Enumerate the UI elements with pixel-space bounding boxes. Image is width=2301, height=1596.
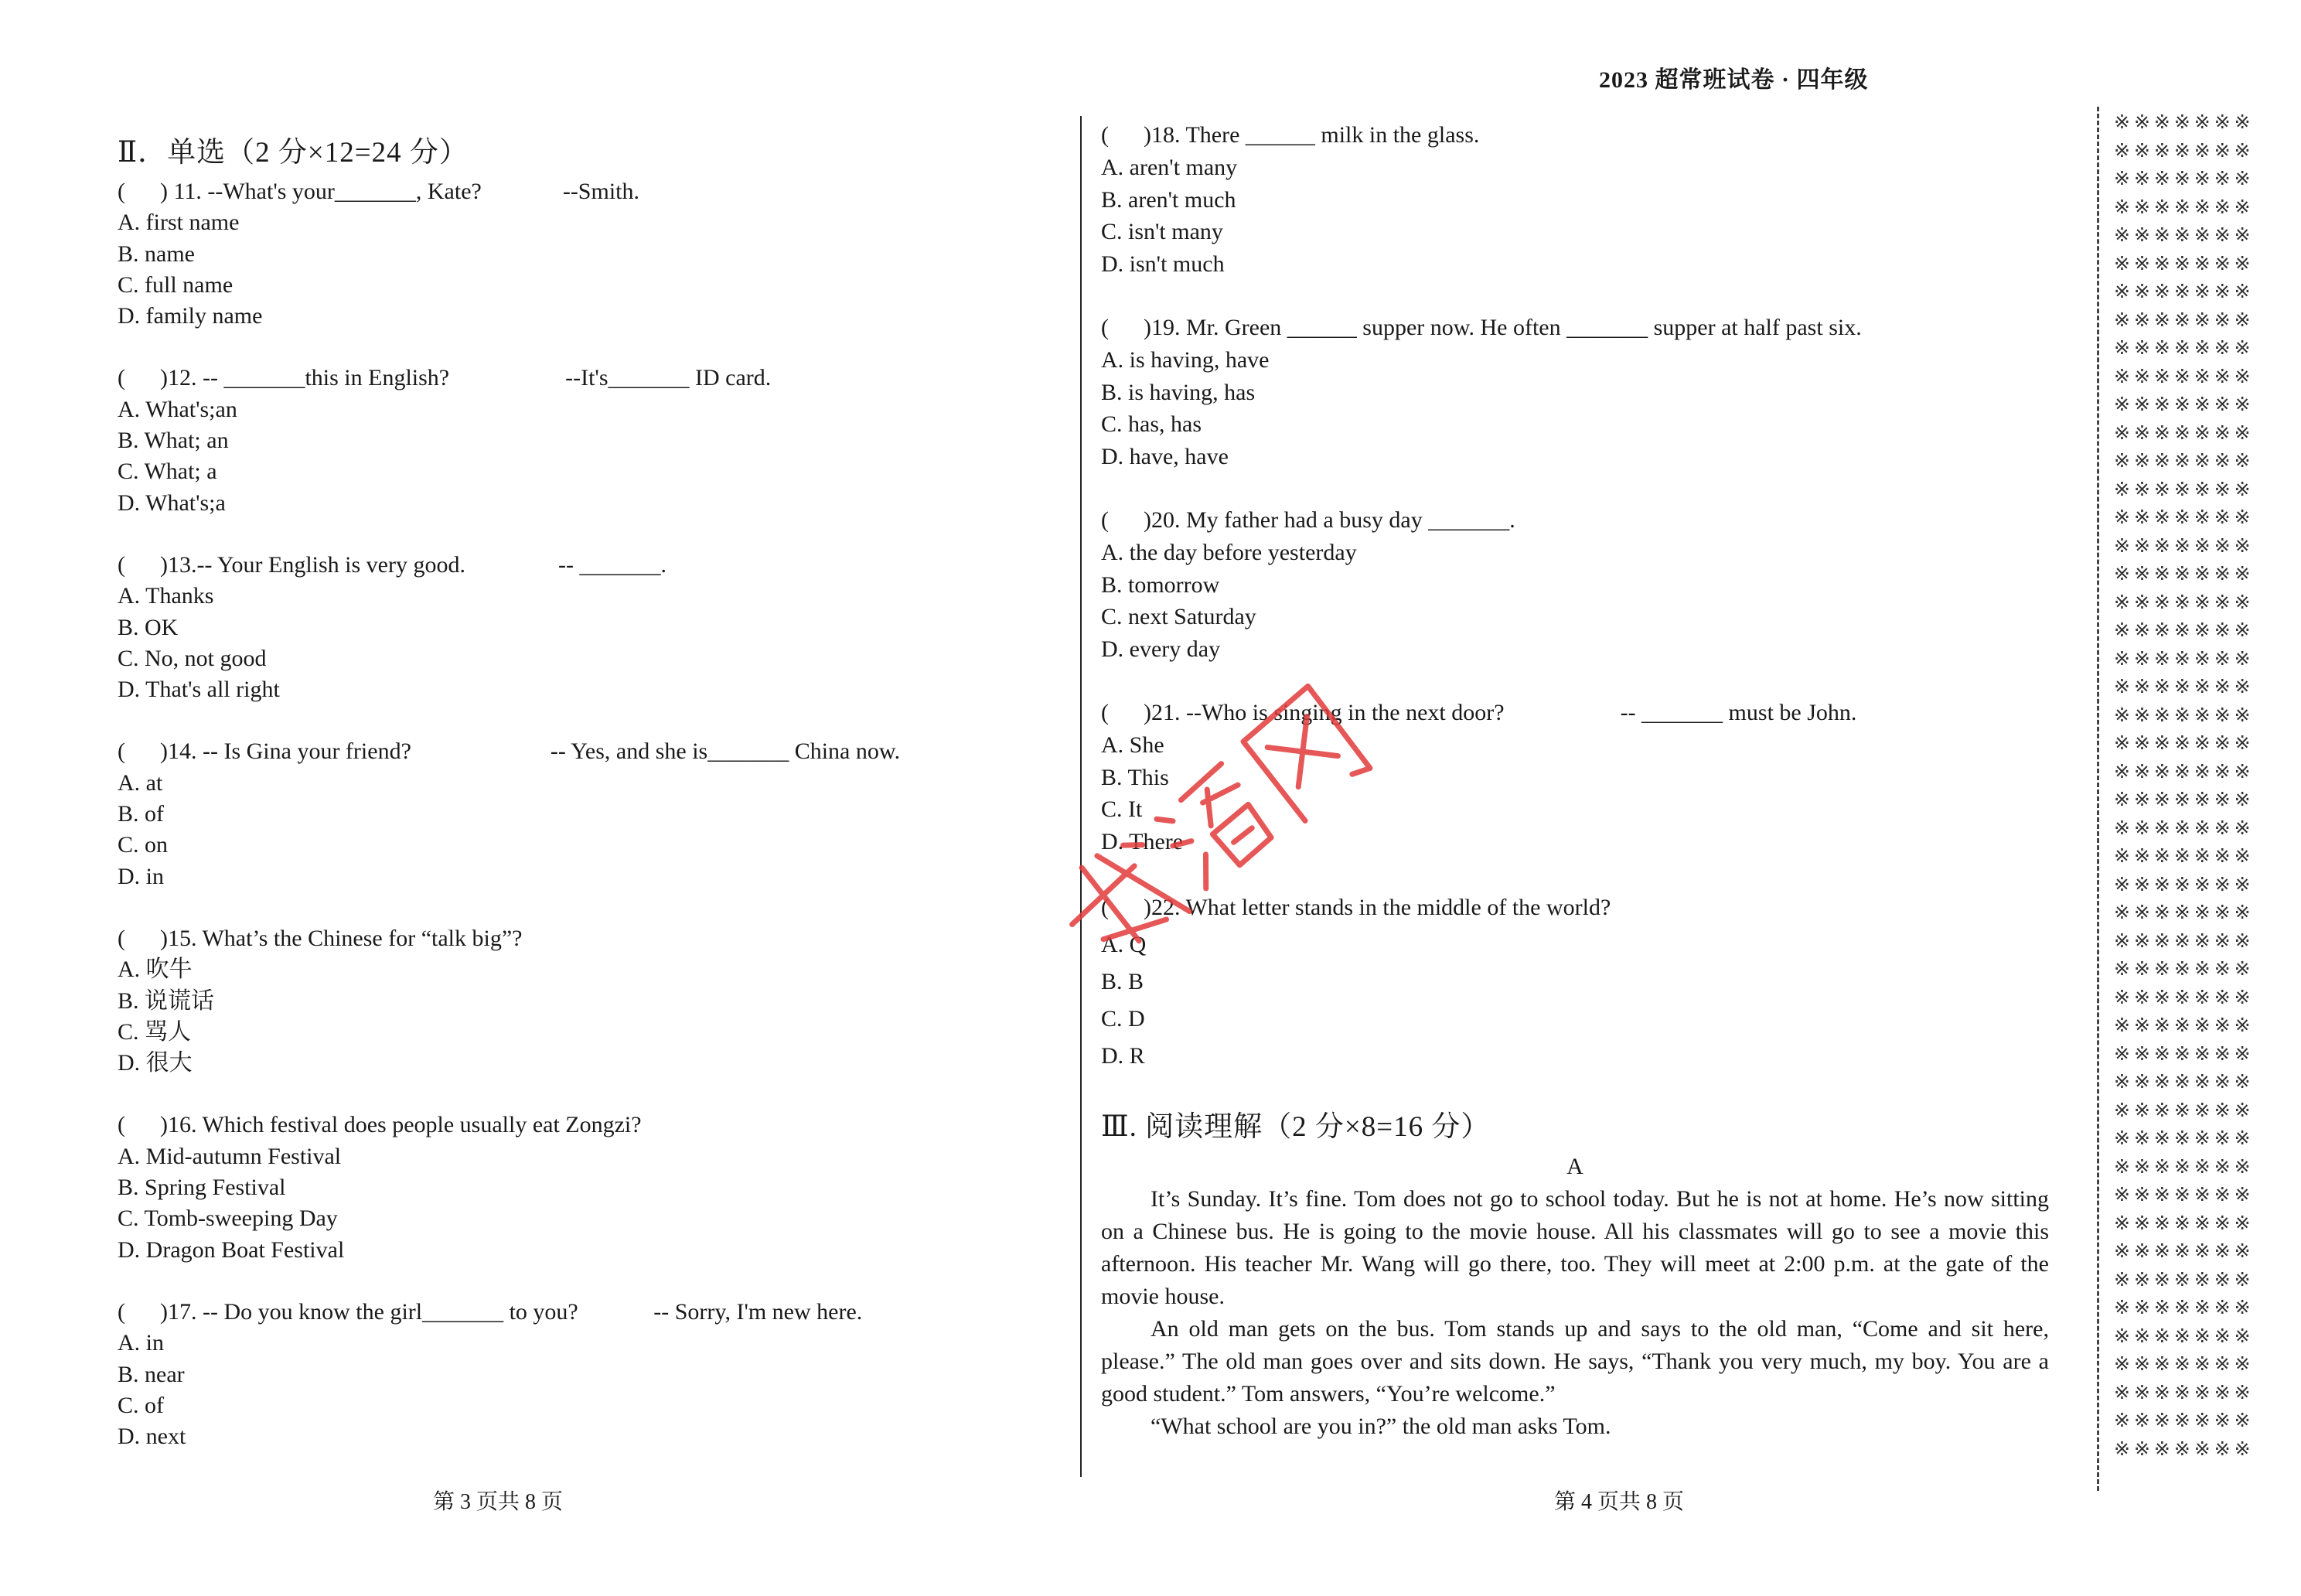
binding-margin-marks: ※※※※※※※ ※※※※※※※ ※※※※※※※ ※※※※※※※ ※※※※※※※ ※※※※※※※ ※※※※※※※ ※※※※※※※ ※※※※※※※ ※※※※※※※ ※※※※※※※ ※※※※※※※ ※※※※※※※ ※※※※※※※ ※※※※※※※ ※※※※※※※ ※※※※※※※ ※※※※※※※ ※※※※※※※ ※※※※※※※ ※※※※※※※ ※※※※※※※ ※※※※※※※ ※※※※※※※ ※※※※※※※ ※※※※※※※ ※※※※※※※ ※※※※※※※ ※※※※※※※ ※※※※※※※ ※※※※※※※ ※※※※※※※ ※※※※※※※ ※※※※※※※ ※※※※※※※ ※※※※※※※ ※※※※※※※ ※※※※※※※ ※※※※※※※ ※※※※※※※ ※※※※※※※ ※※※※※※※ ※※※※※※※ ※※※※※※※ ※※※※※※※ ※※※※※※※ ※※※※※※※ ※※※※※※※ bbox=[2114, 111, 2255, 1460]
section-3-title: Ⅲ. 阅读理解（2 分×8=16 分） bbox=[1101, 1110, 1491, 1143]
question-12 bbox=[118, 363, 1061, 518]
question-stem: ( )19. Mr. Green ______ supper now. He often _______ supper at half past six. bbox=[1101, 314, 1862, 340]
option-c: C. What; a bbox=[118, 459, 217, 485]
passage-label: A bbox=[1566, 1153, 1583, 1179]
question-stem: ( )13.-- Your English is very good. -- _______. bbox=[118, 551, 666, 578]
option-a: A. in bbox=[118, 1330, 164, 1356]
option-a: A. Q bbox=[1101, 931, 1147, 957]
question-stem: ( )18. There ______ milk in the glass. bbox=[1101, 122, 1480, 148]
option-c: C. has, has bbox=[1101, 411, 1202, 438]
option-b: B. name bbox=[118, 240, 195, 267]
option-a: A. Thanks bbox=[118, 583, 214, 609]
left-column bbox=[118, 131, 1061, 1483]
question-stem: ( )22. What letter stands in the middle of the world? bbox=[1101, 894, 1611, 920]
option-a: A. She bbox=[1101, 732, 1164, 758]
column-divider bbox=[1080, 116, 1082, 1477]
option-b: B. near bbox=[118, 1361, 185, 1387]
question-stem: ( )14. -- Is Gina your friend? -- Yes, and she is_______ China now. bbox=[118, 738, 901, 765]
option-d: D. have, have bbox=[1101, 444, 1229, 470]
question-stem: ( )21. --Who is singing in the next door? -- _______ must be John. bbox=[1101, 699, 1857, 725]
option-a: A. 吹牛 bbox=[118, 957, 193, 983]
option-d: D. What's;a bbox=[118, 489, 226, 516]
option-d: D. every day bbox=[1101, 636, 1221, 663]
question-16 bbox=[118, 1110, 1061, 1265]
section-2-title: Ⅱ．单选（2 分×12=24 分） bbox=[118, 137, 469, 169]
question-13 bbox=[118, 550, 1061, 705]
option-d: D. family name bbox=[118, 303, 263, 329]
question-22 bbox=[1101, 889, 2049, 1075]
option-c: C. of bbox=[118, 1392, 164, 1418]
option-c: C. D bbox=[1101, 1005, 1145, 1032]
option-d: D. in bbox=[118, 863, 164, 889]
question-11 bbox=[118, 176, 1061, 332]
question-18 bbox=[1101, 119, 2049, 281]
passage-paragraph: “What school are you in?” the old man asks Tom. bbox=[1150, 1413, 1611, 1439]
option-d: D. isn't much bbox=[1101, 251, 1225, 278]
binding-dashed-line bbox=[2097, 107, 2099, 1491]
option-b: B. What; an bbox=[118, 428, 229, 454]
option-a: A. the day before yesterday bbox=[1101, 539, 1357, 565]
option-b: B. OK bbox=[118, 614, 179, 640]
option-d: D. R bbox=[1101, 1042, 1145, 1069]
question-21 bbox=[1101, 697, 2049, 858]
footer-page-left: 第 3 页共 8 页 bbox=[433, 1490, 564, 1514]
exam-header-title: 2023 超常班试卷 · 四年级 bbox=[1599, 67, 1869, 93]
option-d: D. Dragon Boat Festival bbox=[118, 1236, 345, 1263]
question-stem: ( )17. -- Do you know the girl_______ to you? -- Sorry, I'm new here. bbox=[118, 1298, 863, 1325]
option-c: C. Tomb-sweeping Day bbox=[118, 1206, 338, 1232]
option-b: B. of bbox=[118, 801, 164, 827]
question-stem: ( ) 11. --What's your_______, Kate? --Smith. bbox=[118, 179, 639, 204]
question-19 bbox=[1101, 312, 2049, 473]
option-d: D. 很大 bbox=[118, 1050, 193, 1076]
question-15 bbox=[118, 923, 1061, 1079]
option-a: A. aren't many bbox=[1101, 154, 1238, 180]
option-c: C. No, not good bbox=[118, 645, 267, 671]
option-b: B. Spring Festival bbox=[118, 1175, 286, 1201]
option-b: B. aren't much bbox=[1101, 186, 1236, 213]
option-c: C. isn't many bbox=[1101, 219, 1223, 245]
option-a: A. is having, have bbox=[1101, 346, 1270, 373]
option-c: C. 骂人 bbox=[118, 1018, 192, 1045]
option-a: A. at bbox=[118, 769, 163, 796]
question-stem: ( )12. -- _______this in English? --It's_______ ID card. bbox=[118, 365, 772, 391]
option-a: A. first name bbox=[118, 210, 240, 236]
option-d: D. next bbox=[118, 1424, 186, 1450]
question-14 bbox=[118, 736, 1061, 892]
option-c: C. full name bbox=[118, 271, 234, 298]
passage-paragraph: An old man gets on the bus. Tom stands up and says to the old man, “Come and sit here, please.” The old man goes over and sits down. He says, “Thank you very much, my boy. You are a good student.” Tom answers, “You’re welcome.” bbox=[1101, 1315, 2049, 1407]
option-a: A. Mid-autumn Festival bbox=[118, 1143, 342, 1169]
option-b: B. is having, has bbox=[1101, 379, 1256, 405]
footer-page-right: 第 4 页共 8 页 bbox=[1554, 1490, 1685, 1514]
option-d: D. There bbox=[1101, 829, 1184, 855]
option-b: B. B bbox=[1101, 968, 1144, 994]
question-20 bbox=[1101, 504, 2049, 666]
option-c: C. on bbox=[118, 832, 169, 858]
question-stem: ( )15. What’s the Chinese for “talk big”? bbox=[118, 925, 523, 951]
question-stem: ( )16. Which festival does people usually eat Zongzi? bbox=[118, 1112, 642, 1138]
option-b: B. 说谎话 bbox=[118, 987, 215, 1014]
option-d: D. That's all right bbox=[118, 677, 280, 703]
option-c: C. next Saturday bbox=[1101, 604, 1256, 630]
option-a: A. What's;an bbox=[118, 396, 237, 422]
question-17 bbox=[118, 1297, 1061, 1452]
option-c: C. It bbox=[1101, 796, 1143, 823]
passage-paragraph: It’s Sunday. It’s fine. Tom does not go to school today. But he is not at home. He’s now sitting on a Chinese bus. He is going to the movie house. All his classmates will go to see a movie this afternoon. His teacher Mr. Wang will go there, too. They will meet at 2:00 p.m. at the gate of the movie house. bbox=[1101, 1185, 2049, 1309]
question-stem: ( )20. My father had a busy day _______. bbox=[1101, 506, 1515, 533]
option-b: B. This bbox=[1101, 764, 1169, 790]
option-b: B. tomorrow bbox=[1101, 571, 1220, 598]
right-column bbox=[1101, 119, 2049, 1443]
